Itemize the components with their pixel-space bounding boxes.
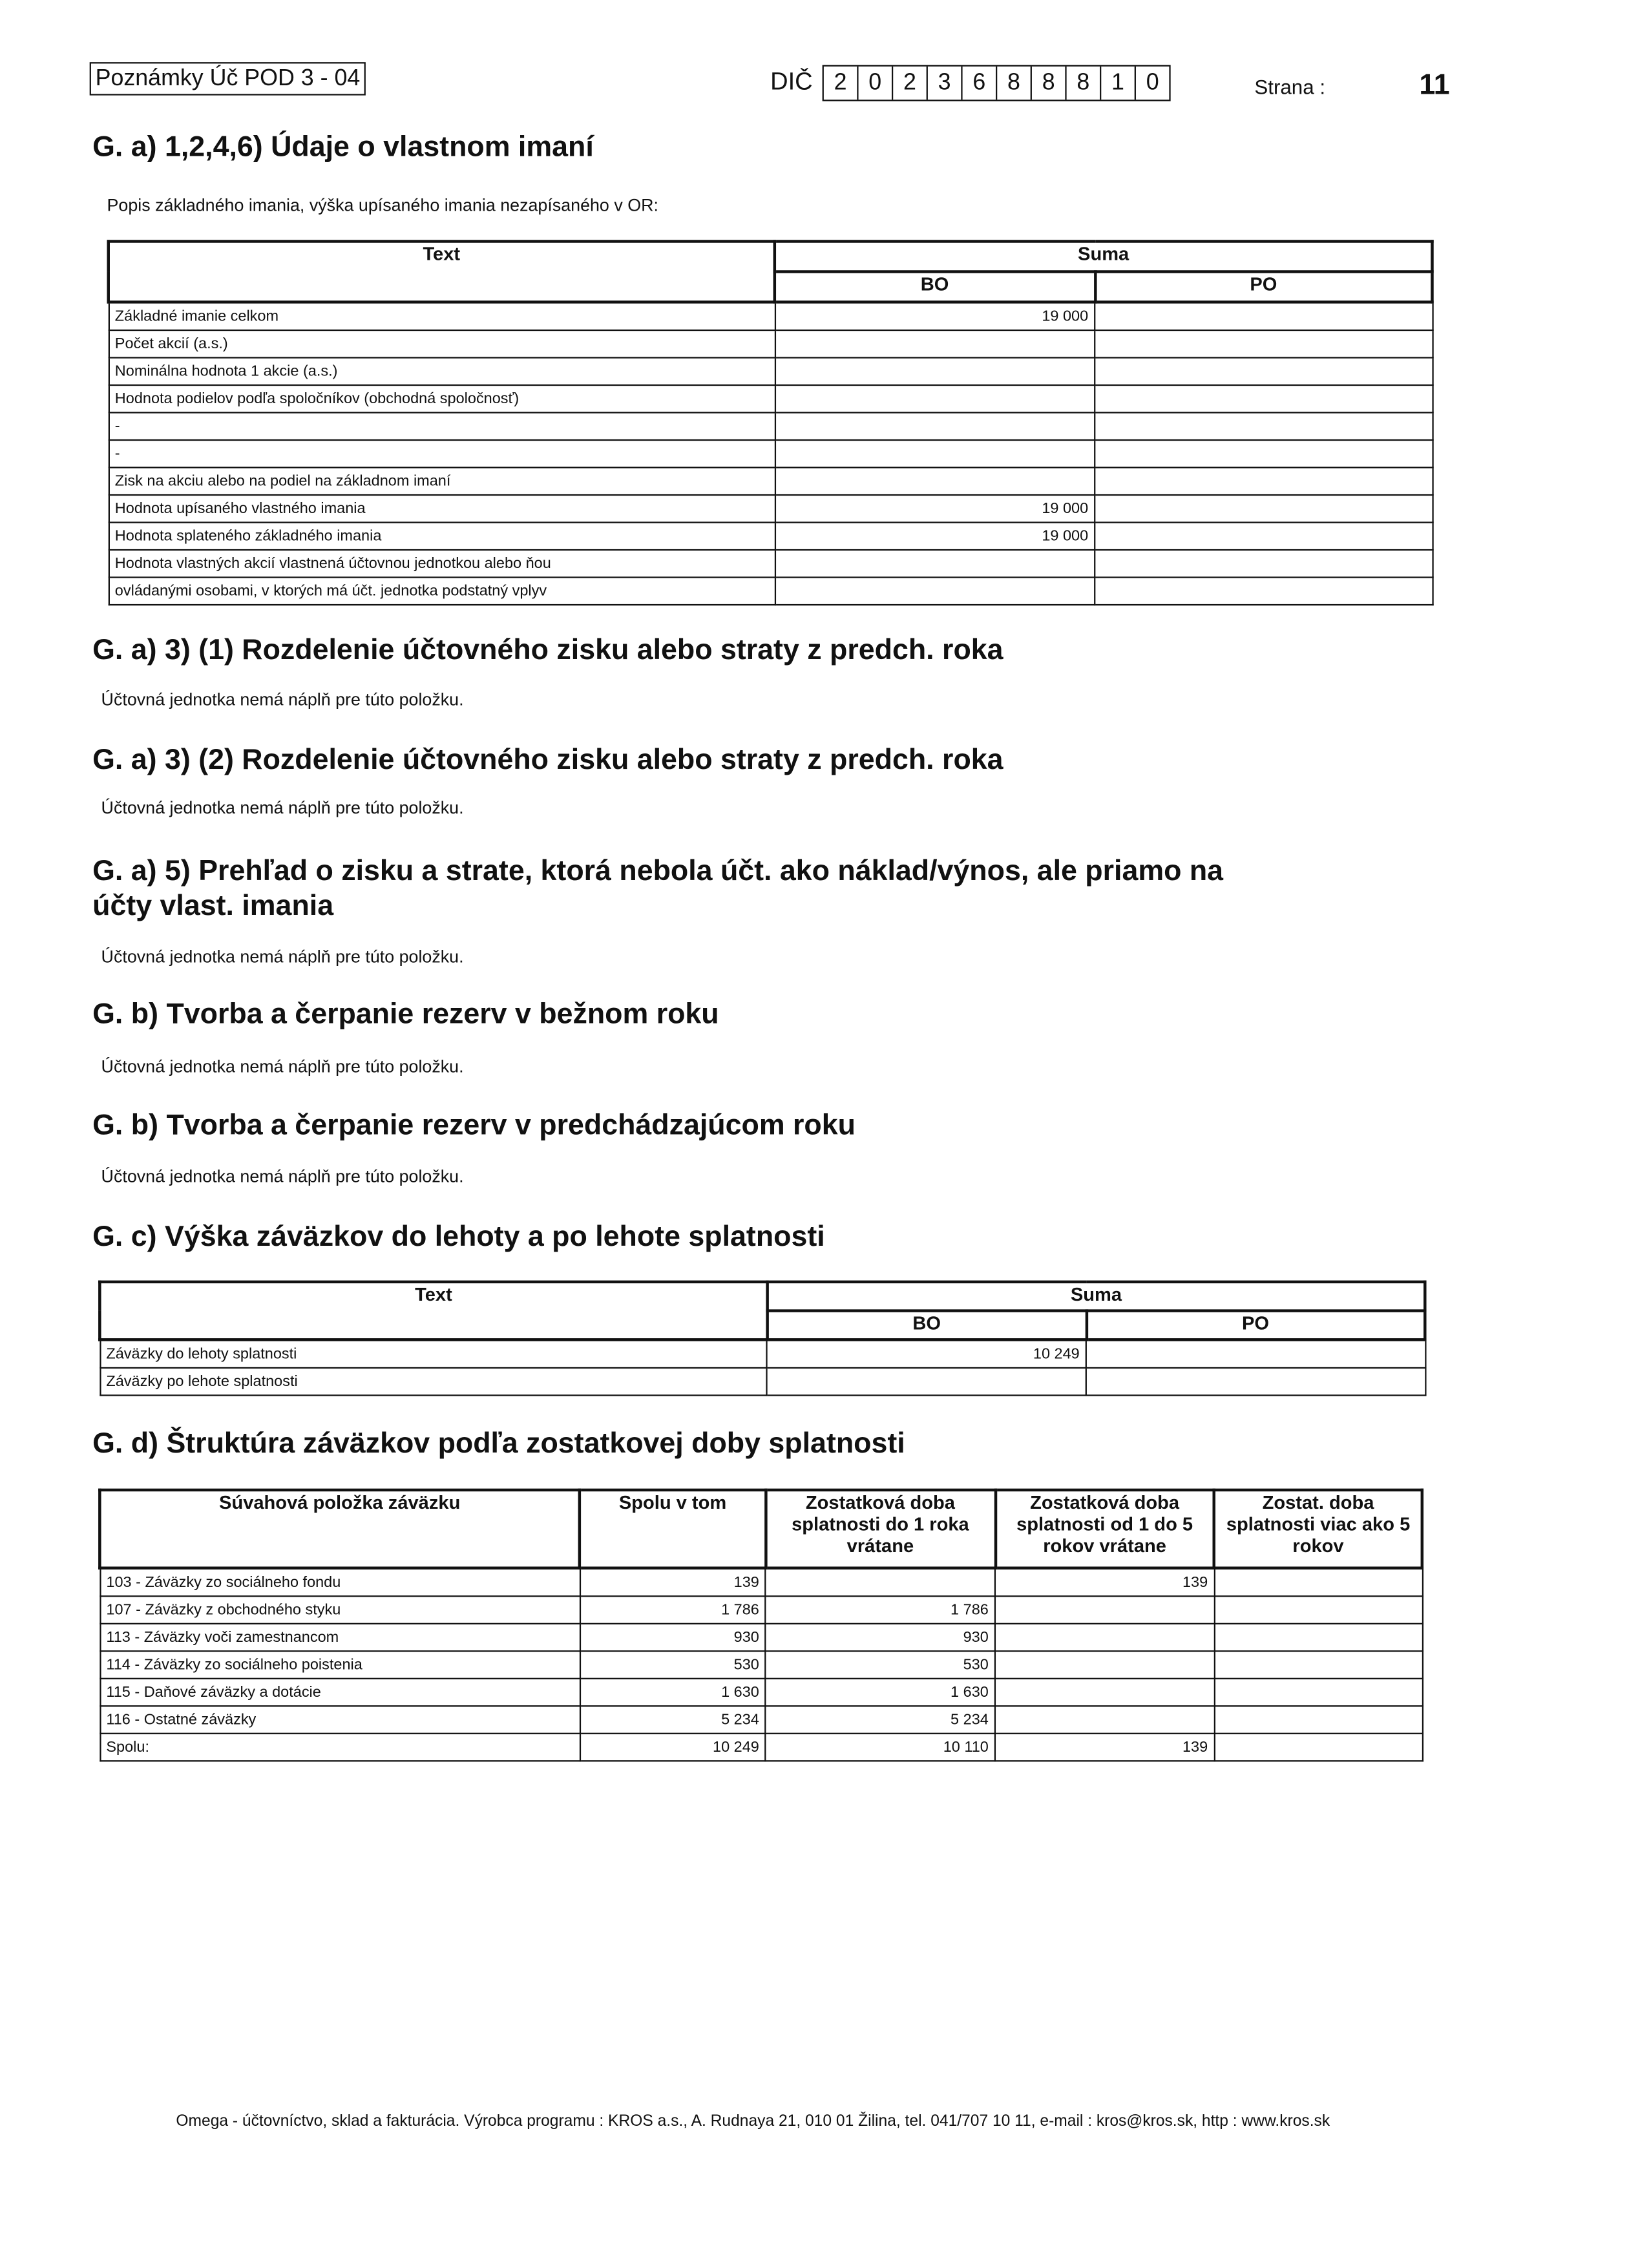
amount-cell — [995, 1706, 1214, 1733]
col-header-suma: Suma — [775, 242, 1433, 272]
section-title-liabilities-structure: G. d) Štruktúra záväzkov podľa zostatkovej doby splatnosti — [92, 1427, 905, 1460]
col-header: Zostatková doba splatnosti do 1 roka vrátane — [766, 1490, 995, 1568]
page-label: Strana : — [1254, 75, 1326, 99]
row-label: - — [109, 413, 775, 440]
col-header: Súvahová položka záväzku — [100, 1490, 580, 1568]
amount-cell: 139 — [995, 1568, 1214, 1597]
amount-cell — [1214, 1706, 1422, 1733]
dic-digit-boxes — [823, 65, 1171, 101]
po-value — [1095, 413, 1432, 440]
table-row — [109, 523, 1433, 550]
table-row — [109, 578, 1433, 605]
empty-note: Účtovná jednotka nemá náplň pre túto položku. — [101, 1166, 464, 1187]
section-title-equity-gains-losses-cont: účty vlast. imania — [92, 890, 334, 922]
row-label: Nominálna hodnota 1 akcie (a.s.) — [109, 358, 775, 385]
page-number: 11 — [1419, 69, 1450, 101]
dic-digit: 8 — [1067, 67, 1102, 100]
row-label: Zisk na akciu alebo na podiel na základnom imaní — [109, 468, 775, 495]
dic-digit: 8 — [997, 67, 1032, 100]
po-value — [1095, 578, 1432, 605]
row-label: 113 - Záväzky voči zamestnancom — [100, 1624, 580, 1651]
empty-note: Účtovná jednotka nemá náplň pre túto položku. — [101, 946, 464, 967]
po-value — [1086, 1368, 1425, 1395]
empty-note: Účtovná jednotka nemá náplň pre túto položku. — [101, 797, 464, 818]
po-value — [1095, 523, 1432, 550]
section-title-reserves-previous: G. b) Tvorba a čerpanie rezerv v predchádzajúcom roku — [92, 1109, 856, 1142]
bo-value — [775, 440, 1095, 467]
bo-value: 19 000 — [775, 302, 1095, 330]
bo-value — [775, 385, 1095, 412]
table-row — [109, 330, 1433, 357]
dic-digit: 2 — [893, 67, 928, 100]
dic-digit: 6 — [963, 67, 998, 100]
dic-digit: 3 — [928, 67, 963, 100]
bo-value: 10 249 — [768, 1339, 1086, 1368]
table-row — [100, 1368, 1425, 1395]
po-value — [1095, 358, 1432, 385]
equity-description: Popis základného imania, výška upísaného imania nezapísaného v OR: — [107, 194, 658, 216]
bo-value — [768, 1368, 1086, 1395]
amount-cell: 1 630 — [766, 1679, 995, 1706]
section-title-reserves-current: G. b) Tvorba a čerpanie rezerv v bežnom roku — [92, 998, 719, 1031]
table-row — [109, 385, 1433, 412]
amount-cell: 139 — [995, 1734, 1214, 1761]
section-title-equity: G. a) 1,2,4,6) Údaje o vlastnom imaní — [92, 131, 594, 163]
table-row — [109, 358, 1433, 385]
amount-cell — [766, 1568, 995, 1597]
section-title-equity-gains-losses: G. a) 5) Prehľad o zisku a strate, ktorá nebola účt. ako náklad/výnos, ale priamo na — [92, 856, 1224, 888]
col-header-bo: BO — [768, 1311, 1086, 1340]
footer-text: Omega - účtovníctvo, sklad a fakturácia. Výrobca programu : KROS a.s., A. Rudnaya 21, 010 01 Žilina, tel. 041/707 10 11, e-mail : kros@kros.sk, http : www.kros.sk — [176, 2112, 1330, 2130]
table-row — [100, 1734, 1422, 1761]
liabilities-due-table — [98, 1281, 1426, 1396]
table-row — [100, 1706, 1422, 1733]
amount-cell: 10 249 — [580, 1734, 766, 1761]
empty-note: Účtovná jednotka nemá náplň pre túto položku. — [101, 1056, 464, 1077]
table-row — [100, 1339, 1425, 1368]
col-header-text: Text — [100, 1282, 767, 1339]
amount-cell — [1214, 1568, 1422, 1597]
row-label: Počet akcií (a.s.) — [109, 330, 775, 357]
dic-digit: 2 — [824, 67, 859, 100]
empty-note: Účtovná jednotka nemá náplň pre túto položku. — [101, 689, 464, 710]
po-value — [1095, 550, 1432, 577]
amount-cell: 530 — [580, 1651, 766, 1678]
bo-value — [775, 330, 1095, 357]
col-header-suma: Suma — [768, 1282, 1425, 1311]
col-header-po: PO — [1095, 271, 1432, 302]
row-label: Hodnota vlastných akcií vlastnená účtovnou jednotkou alebo ňou — [109, 550, 775, 577]
amount-cell: 930 — [580, 1624, 766, 1651]
col-header: Spolu v tom — [580, 1490, 766, 1568]
col-header-text: Text — [109, 242, 775, 302]
section-title-profit-distribution-2: G. a) 3) (2) Rozdelenie účtovného zisku alebo straty z predch. roka — [92, 744, 1003, 777]
amount-cell: 1 630 — [580, 1679, 766, 1706]
row-label: Hodnota upísaného vlastného imania — [109, 495, 775, 522]
section-title-profit-distribution-1: G. a) 3) (1) Rozdelenie účtovného zisku alebo straty z predch. roka — [92, 634, 1003, 667]
amount-cell: 930 — [766, 1624, 995, 1651]
amount-cell — [995, 1596, 1214, 1623]
bo-value — [775, 413, 1095, 440]
row-label: Záväzky po lehote splatnosti — [100, 1368, 767, 1395]
table-row — [109, 550, 1433, 577]
row-label: Základné imanie celkom — [109, 302, 775, 330]
row-label: Hodnota podielov podľa spoločníkov (obchodná spoločnosť) — [109, 385, 775, 412]
table-row — [100, 1624, 1422, 1651]
amount-cell: 1 786 — [766, 1596, 995, 1623]
amount-cell — [995, 1679, 1214, 1706]
po-value — [1095, 302, 1432, 330]
table-row — [109, 440, 1433, 467]
dic-label: DIČ — [770, 68, 813, 96]
amount-cell: 139 — [580, 1568, 766, 1597]
amount-cell: 5 234 — [766, 1706, 995, 1733]
row-label: 107 - Záväzky z obchodného styku — [100, 1596, 580, 1623]
amount-cell: 530 — [766, 1651, 995, 1678]
document-id: Poznámky Úč POD 3 - 04 — [90, 62, 366, 95]
bo-value — [775, 468, 1095, 495]
col-header: Zostat. doba splatnosti viac ako 5 rokov — [1214, 1490, 1422, 1568]
dic-digit: 1 — [1101, 67, 1136, 100]
table-row — [109, 302, 1433, 330]
po-value — [1095, 495, 1432, 522]
bo-value: 19 000 — [775, 523, 1095, 550]
row-label: - — [109, 440, 775, 467]
dic-digit: 0 — [1146, 70, 1159, 96]
table-row — [100, 1568, 1422, 1597]
bo-value — [775, 578, 1095, 605]
row-label: 116 - Ostatné záväzky — [100, 1706, 580, 1733]
po-value — [1095, 385, 1432, 412]
col-header-po: PO — [1086, 1311, 1425, 1340]
dic-digit: 8 — [1032, 67, 1067, 100]
col-header: Zostatková doba splatnosti od 1 do 5 rokov vrátane — [995, 1490, 1214, 1568]
amount-cell — [995, 1624, 1214, 1651]
section-title-liabilities-due: G. c) Výška záväzkov do lehoty a po lehote splatnosti — [92, 1221, 825, 1254]
bo-value — [775, 550, 1095, 577]
amount-cell — [995, 1651, 1214, 1678]
dic-digit: 0 — [859, 67, 894, 100]
amount-cell — [1214, 1679, 1422, 1706]
amount-cell — [1214, 1596, 1422, 1623]
row-label: Záväzky do lehoty splatnosti — [100, 1339, 767, 1368]
row-label: 103 - Záväzky zo sociálneho fondu — [100, 1568, 580, 1597]
po-value — [1095, 330, 1432, 357]
po-value — [1086, 1339, 1425, 1368]
amount-cell: 5 234 — [580, 1706, 766, 1733]
bo-value — [775, 358, 1095, 385]
row-label: Hodnota splateného základného imania — [109, 523, 775, 550]
row-label: 115 - Daňové záväzky a dotácie — [100, 1679, 580, 1706]
row-label: Spolu: — [100, 1734, 580, 1761]
col-header-bo: BO — [775, 271, 1095, 302]
amount-cell — [1214, 1624, 1422, 1651]
table-row — [109, 495, 1433, 522]
liabilities-structure-table — [98, 1489, 1423, 1762]
amount-cell: 1 786 — [580, 1596, 766, 1623]
bo-value: 19 000 — [775, 495, 1095, 522]
amount-cell — [1214, 1734, 1422, 1761]
table-row — [100, 1679, 1422, 1706]
row-label: ovládanými osobami, v ktorých má účt. jednotka podstatný vplyv — [109, 578, 775, 605]
amount-cell: 10 110 — [766, 1734, 995, 1761]
row-label: 114 - Záväzky zo sociálneho poistenia — [100, 1651, 580, 1678]
po-value — [1095, 440, 1432, 467]
table-row — [100, 1596, 1422, 1623]
amount-cell — [1214, 1651, 1422, 1678]
table-row — [100, 1651, 1422, 1678]
table-row — [109, 468, 1433, 495]
po-value — [1095, 468, 1432, 495]
table-row — [109, 413, 1433, 440]
equity-table — [107, 240, 1434, 605]
